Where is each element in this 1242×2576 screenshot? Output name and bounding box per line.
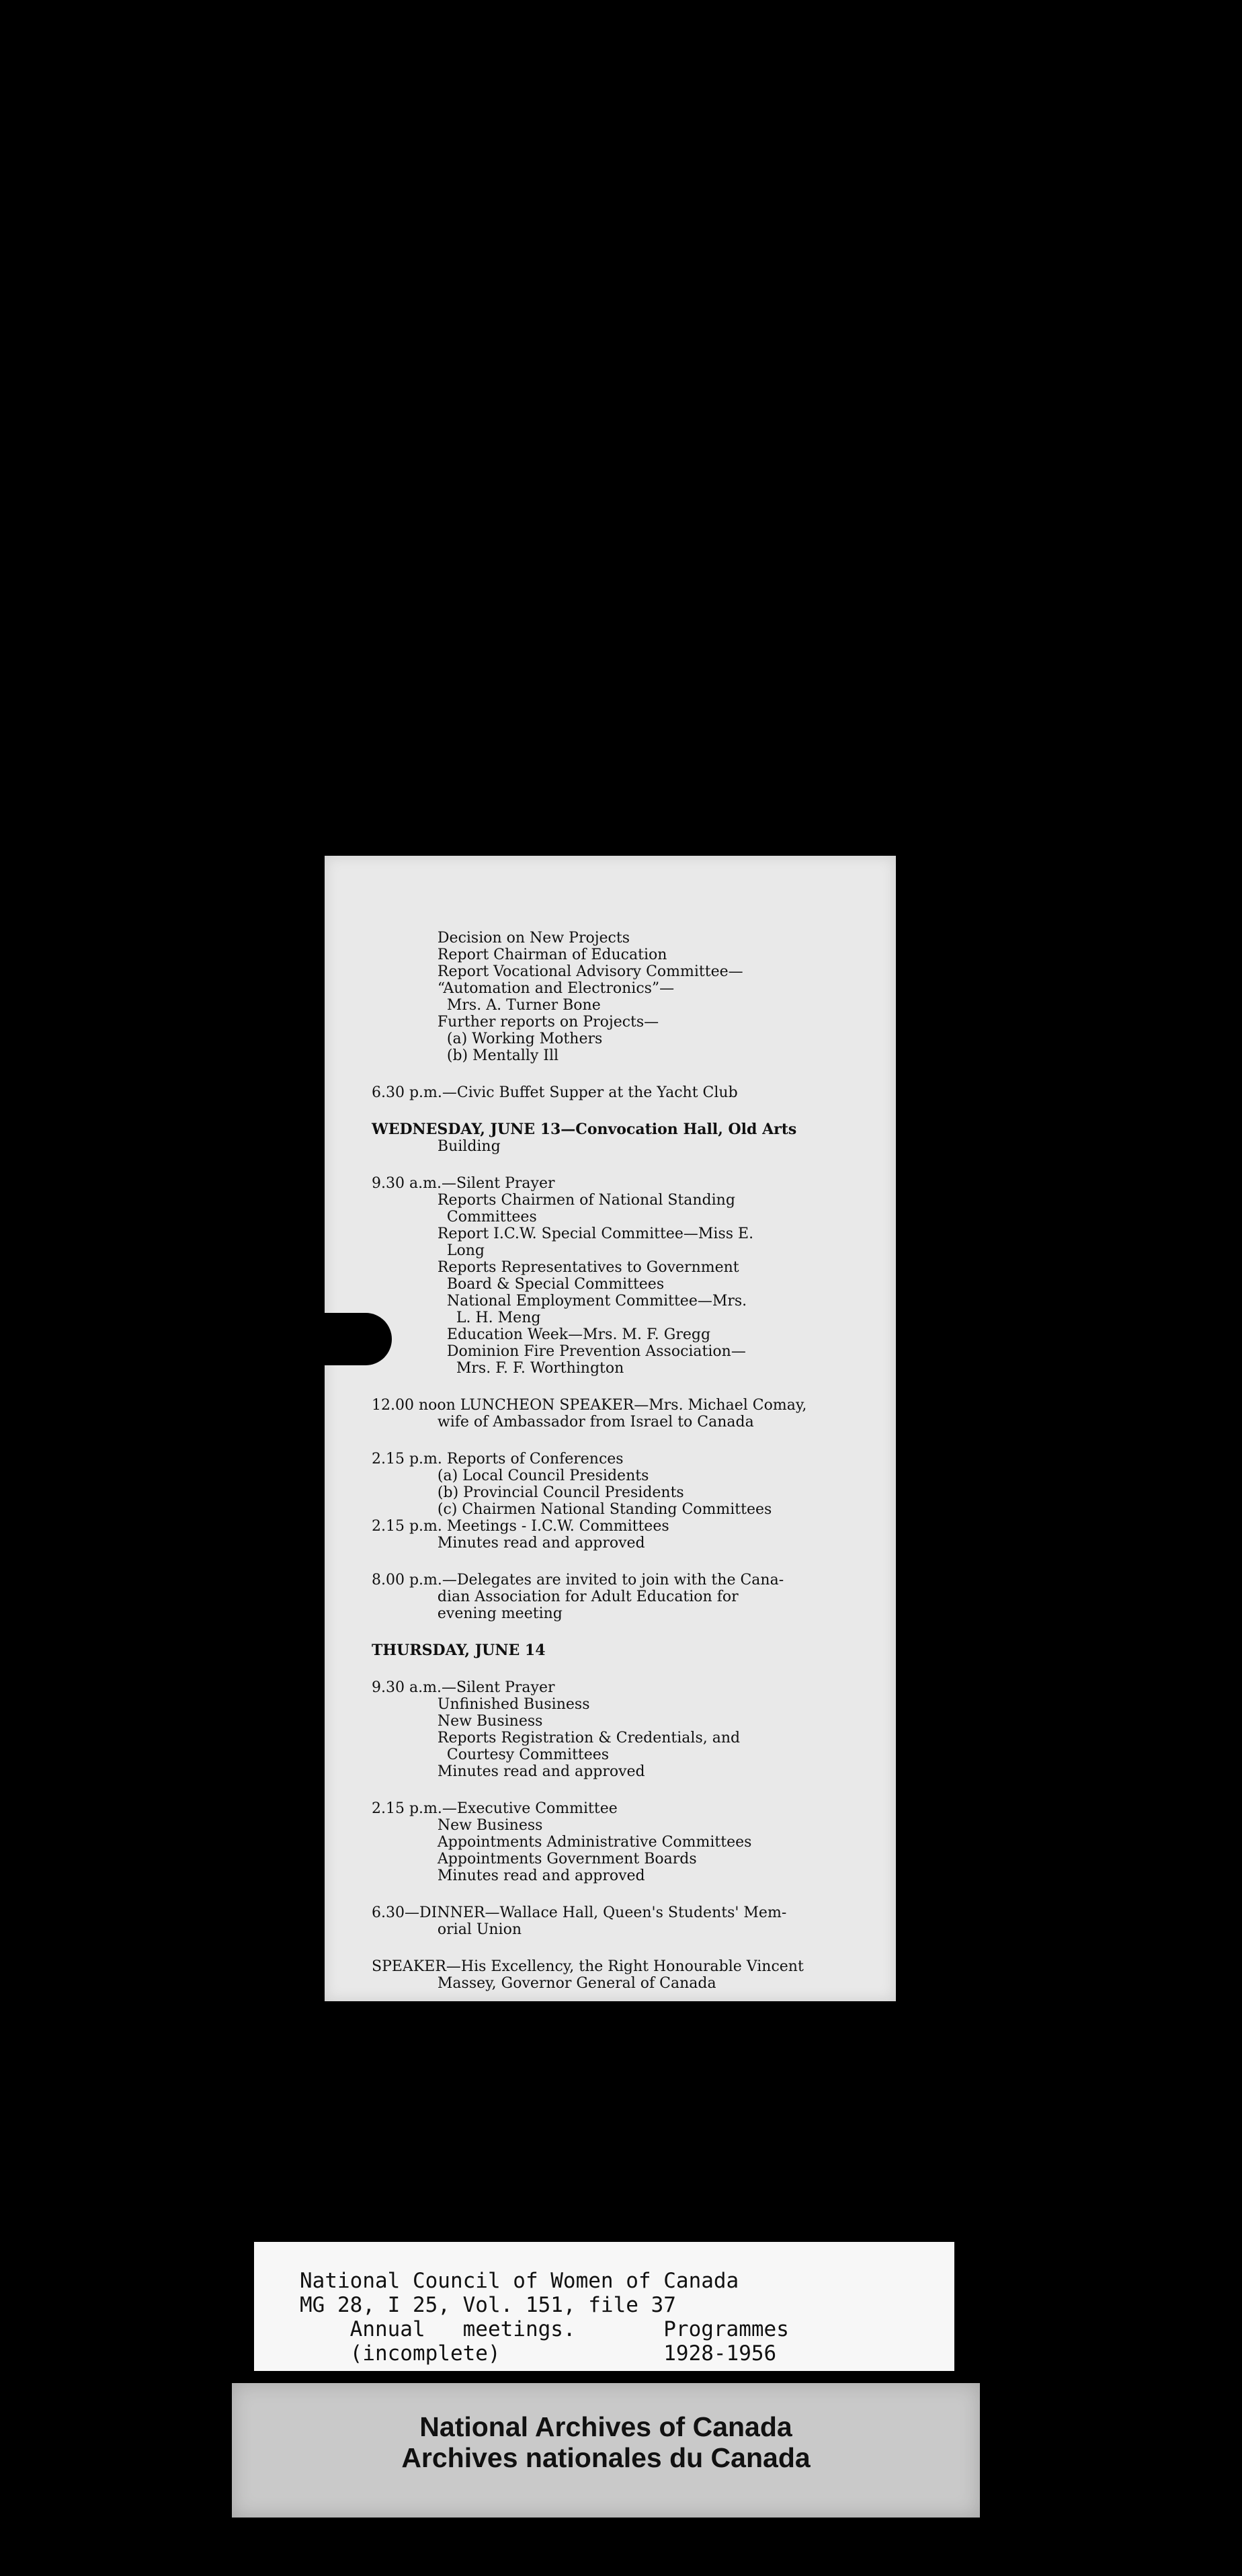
programme-line: (a) Local Council Presidents (372, 1467, 649, 1484)
archive-name-french: Archives nationales du Canada (401, 2442, 811, 2473)
programme-line: Mrs. A. Turner Bone (372, 997, 601, 1014)
reference-line-1: National Council of Women of Canada (300, 2269, 739, 2293)
programme-line: (a) Working Mothers (372, 1031, 603, 1047)
line-spacer (372, 1552, 856, 1572)
archive-name (232, 2411, 980, 2473)
line-spacer (372, 1101, 856, 1121)
line-spacer (372, 1780, 856, 1800)
programme-line: Education Week—Mrs. M. F. Gregg (372, 1326, 711, 1343)
programme-line: Further reports on Projects— (372, 1014, 659, 1031)
programme-line: L. H. Meng (372, 1310, 541, 1326)
programme-line: Massey, Governor General of Canada (372, 1975, 716, 1992)
programme-line: Minutes read and approved (372, 1535, 645, 1552)
national-archives-stamp (232, 2383, 980, 2518)
archive-reference-label (254, 2242, 954, 2371)
line-spacer (372, 1377, 856, 1397)
programme-line: New Business (372, 1817, 543, 1834)
reference-line-3: Annual meetings. Programmes (300, 2317, 789, 2341)
programme-line: dian Association for Adult Education for (372, 1588, 739, 1605)
programme-line: Dominion Fire Prevention Association— (372, 1343, 746, 1360)
programme-line: Minutes read and approved (372, 1763, 645, 1780)
programme-line: 2.15 p.m. Meetings - I.C.W. Committees (372, 1518, 669, 1535)
programme-line: Reports Representatives to Government (372, 1259, 739, 1276)
programme-line: 6.30—DINNER—Wallace Hall, Queen's Students' Mem- (372, 1904, 787, 1921)
reference-text (300, 2269, 789, 2366)
programme-line: Appointments Government Boards (372, 1851, 697, 1867)
programme-line: Board & Special Committees (372, 1276, 665, 1293)
programme-line: 9.30 a.m.—Silent Prayer (372, 1679, 555, 1696)
programme-line: THURSDAY, JUNE 14 (372, 1642, 546, 1659)
reference-line-4: (incomplete) 1928-1956 (300, 2341, 777, 2366)
reference-line-2: MG 28, I 25, Vol. 151, file 37 (300, 2293, 676, 2317)
programme-line: “Automation and Electronics”— (372, 980, 675, 997)
programme-line: Reports Registration & Credentials, and (372, 1730, 741, 1746)
programme-line: New Business (372, 1713, 543, 1730)
programme-line: (c) Chairmen National Standing Committees (372, 1501, 772, 1518)
line-spacer (372, 1155, 856, 1175)
programme-line: (b) Mentally Ill (372, 1047, 559, 1064)
archive-name-english: National Archives of Canada (419, 2411, 792, 2442)
programme-line: Appointments Administrative Committees (372, 1834, 752, 1851)
programme-line: Building (372, 1138, 501, 1155)
line-spacer (372, 1659, 856, 1679)
programme-line: Committees (372, 1209, 537, 1225)
line-spacer (372, 1064, 856, 1084)
programme-line: 2.15 p.m. Reports of Conferences (372, 1451, 624, 1467)
programme-line: 2.15 p.m.—Executive Committee (372, 1800, 618, 1817)
programme-line: Reports Chairmen of National Standing (372, 1192, 735, 1209)
programme-line: Report I.C.W. Special Committee—Miss E. (372, 1225, 754, 1242)
line-spacer (372, 1622, 856, 1642)
programme-line: Unfinished Business (372, 1696, 590, 1713)
programme-page (325, 856, 896, 2001)
line-spacer (372, 1884, 856, 1904)
programme-line: 6.30 p.m.—Civic Buffet Supper at the Yacht Club (372, 1084, 738, 1101)
programme-line: 9.30 a.m.—Silent Prayer (372, 1175, 555, 1192)
programme-line: Courtesy Committees (372, 1746, 610, 1763)
programme-line: Mrs. F. F. Worthington (372, 1360, 624, 1377)
line-spacer (372, 1431, 856, 1451)
programme-line: Minutes read and approved (372, 1867, 645, 1884)
programme-line: orial Union (372, 1921, 522, 1938)
programme-line: 8.00 p.m.—Delegates are invited to join with the Cana- (372, 1572, 784, 1588)
programme-line: Report Vocational Advisory Committee— (372, 963, 743, 980)
line-spacer (372, 1938, 856, 1958)
programme-line: (b) Provincial Council Presidents (372, 1484, 684, 1501)
programme-line: evening meeting (372, 1605, 563, 1622)
programme-line: SPEAKER—His Excellency, the Right Honourable Vincent (372, 1958, 804, 1975)
programme-line: 12.00 noon LUNCHEON SPEAKER—Mrs. Michael Comay, (372, 1397, 807, 1414)
programme-line: Long (372, 1242, 485, 1259)
programme-line: Report Chairman of Education (372, 947, 667, 963)
programme-line: wife of Ambassador from Israel to Canada (372, 1414, 754, 1431)
programme-text (372, 930, 856, 1992)
programme-line: WEDNESDAY, JUNE 13—Convocation Hall, Old Arts (372, 1121, 797, 1138)
programme-line: Decision on New Projects (372, 930, 630, 947)
programme-line: National Employment Committee—Mrs. (372, 1293, 747, 1310)
